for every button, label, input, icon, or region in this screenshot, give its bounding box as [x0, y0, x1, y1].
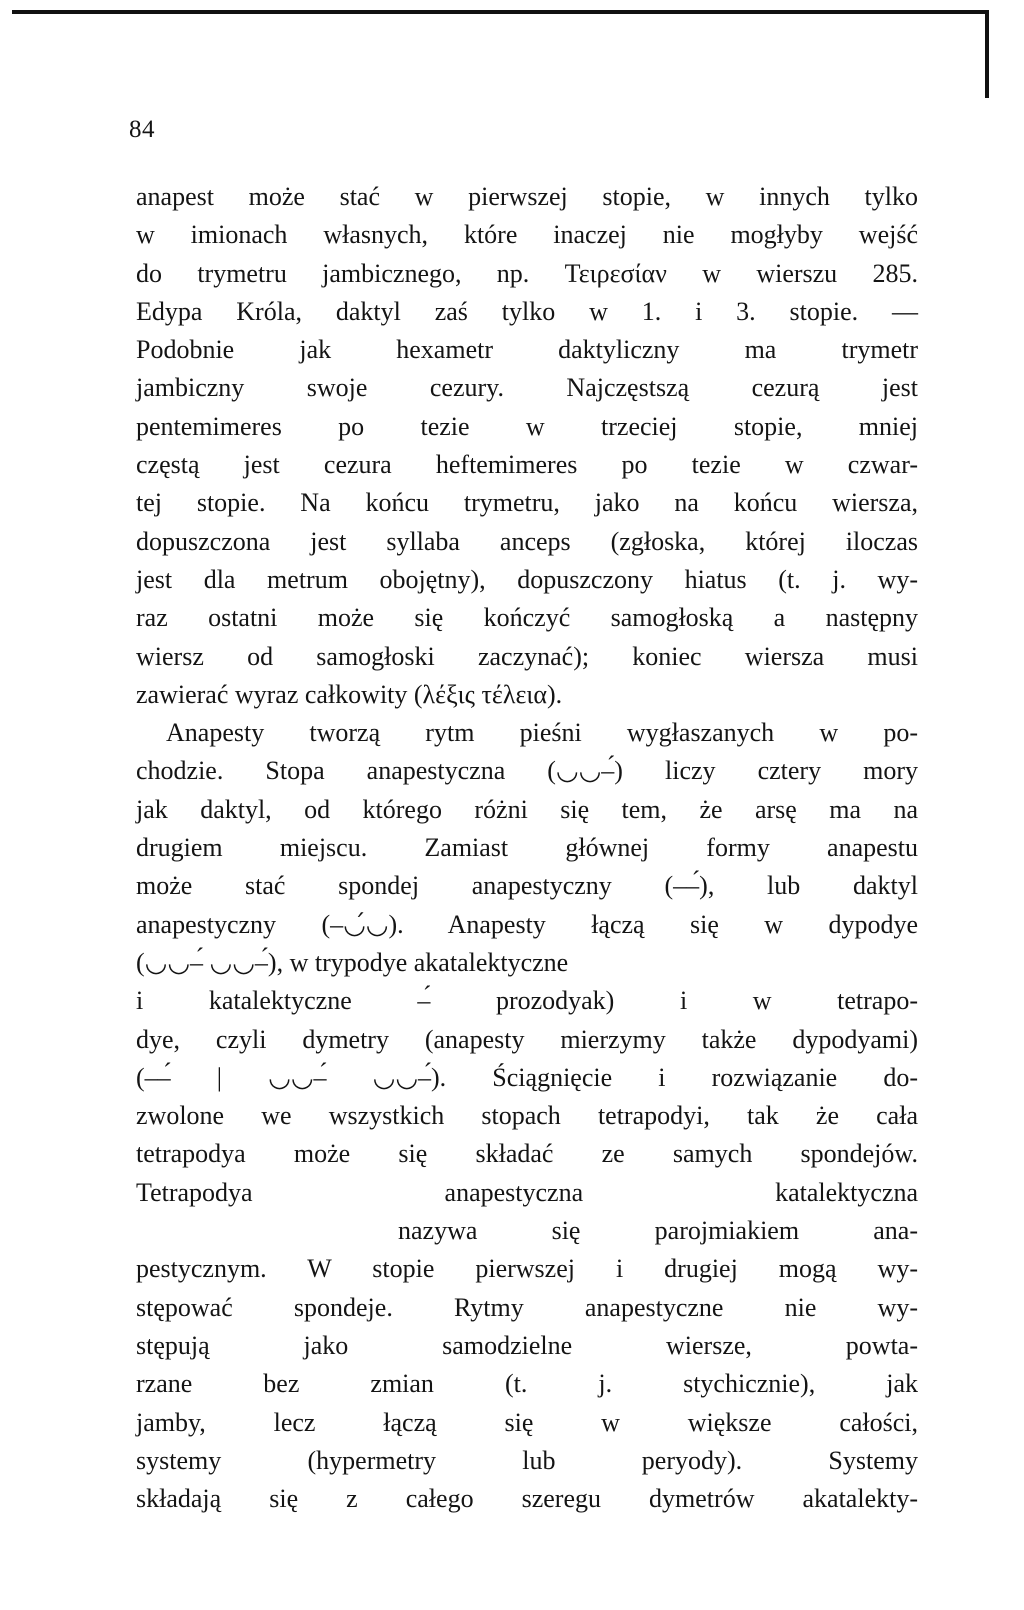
text-line: chodzie. Stopa anapestyczna (◡◡‒́) liczy cztery mory: [136, 756, 918, 786]
text-line: jest dla metrum obojętny), dopuszczony hiatus (t. j. wy-: [136, 564, 918, 594]
text-line: wiersz od samogłoski zaczynać); koniec wiersza musi: [136, 641, 918, 671]
text-line: do trymetru jambicznego, np. Τειρεσίαν w wierszu 285.: [136, 258, 918, 288]
text-line: (◡◡‒́ ◡◡‒́), w trypodye akatalektyczne: [136, 947, 569, 977]
text-line: częstą jest cezura heftemimeres po tezie w czwar-: [136, 450, 918, 480]
body-text: [136, 178, 918, 1518]
text-line: pentemimeres po tezie w trzeciej stopie, mniej: [136, 411, 918, 441]
text-line: jambiczny swoje cezury. Najczęstszą cezurą jest: [136, 373, 918, 403]
text-line: (‒‒́ | ◡◡‒́ ◡◡‒́). Ściągnięcie i rozwiązanie do-: [136, 1062, 918, 1092]
paragraph-start-line: Anapesty tworzą rytm pieśni wygłaszanych w po-: [166, 718, 918, 748]
text-line: i katalektyczne ‒́ prozodyak) i w tetrapo-: [136, 986, 918, 1016]
text-line: może stać spondej anapestyczny (‒‒́), lub daktyl: [136, 871, 918, 901]
scan-border-right: [985, 10, 989, 98]
text-line: nazywa się parojmiakiem ana-: [398, 1216, 918, 1246]
text-line: jak daktyl, od którego różni się tem, że arsę ma na: [136, 794, 918, 824]
text-line: rzane bez zmian (t. j. stychicznie), jak: [136, 1369, 918, 1399]
text-line: pestycznym. W stopie pierwszej i drugiej mogą wy-: [136, 1254, 918, 1284]
text-line: zwolone we wszystkich stopach tetrapodyi, tak że cała: [136, 1101, 918, 1131]
text-line: raz ostatni może się kończyć samogłoską a następny: [136, 603, 918, 633]
text-line: zawierać wyraz całkowity (λέξις τέλεια).: [136, 679, 563, 709]
text-line: tetrapodya może się składać ze samych spondejów.: [136, 1139, 918, 1169]
text-line: stępować spondeje. Rytmy anapestyczne nie wy-: [136, 1292, 918, 1322]
scan-border-top: [12, 10, 987, 14]
text-line: Podobnie jak hexametr daktyliczny ma trymetr: [136, 335, 918, 365]
text-line: składają się z całego szeregu dymetrów akatalekty-: [136, 1484, 918, 1514]
text-line: tej stopie. Na końcu trymetru, jako na końcu wiersza,: [136, 488, 918, 518]
text-line: dye, czyli dymetry (anapesty mierzymy także dypodyami): [136, 1024, 918, 1054]
text-line: Tetrapodya anapestyczna katalektyczna: [136, 1177, 918, 1207]
text-line: anapest może stać w pierwszej stopie, w innych tylko: [136, 182, 918, 211]
text-line: dopuszczona jest syllaba anceps (zgłoska, której iloczas: [136, 526, 918, 556]
text-line: anapestyczny (‒◡́◡). Anapesty łączą się w dypodye: [136, 909, 918, 939]
text-line: w imionach własnych, które inaczej nie mogłyby wejść: [136, 220, 918, 250]
text-line: drugiem miejscu. Zamiast głównej formy anapestu: [136, 833, 918, 863]
text-line: Edypa Króla, daktyl zaś tylko w 1. i 3. stopie. —: [136, 296, 918, 326]
text-line: stępują jako samodzielne wiersze, powta-: [136, 1330, 918, 1360]
text-line: jamby, lecz łączą się w większe całości,: [136, 1407, 918, 1437]
page-number: 84: [129, 116, 155, 143]
text-line: systemy (hypermetry lub peryody). Systemy: [136, 1445, 918, 1475]
